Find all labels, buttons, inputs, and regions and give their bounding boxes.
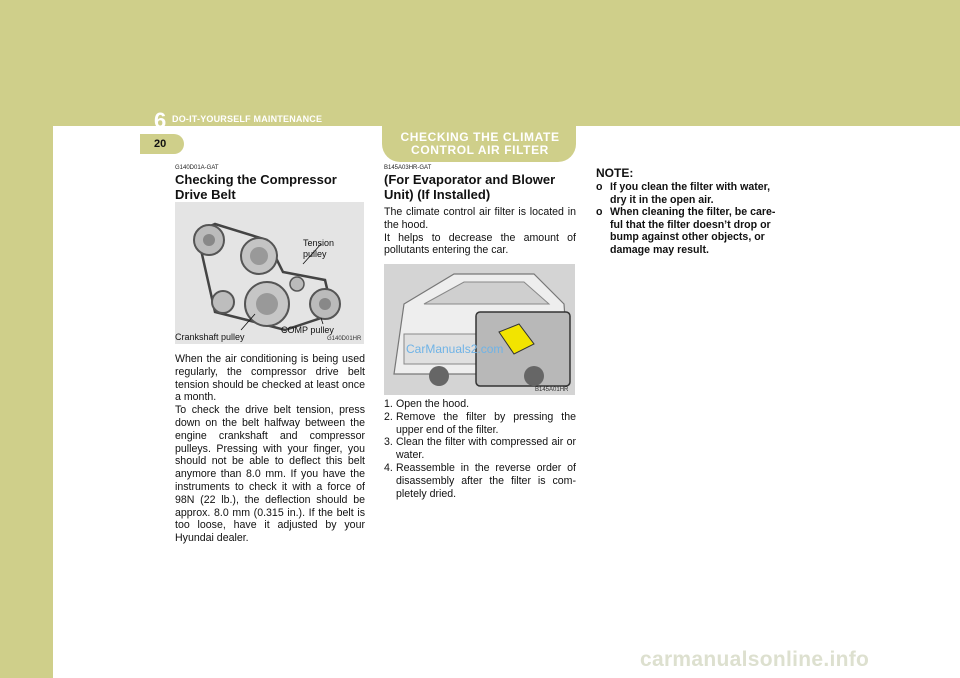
note-title: NOTE: [596, 166, 634, 180]
section-title: CHECKING THE CLIMATE CONTROL AIR FILTER [400, 130, 560, 157]
chapter-number: 6 [154, 108, 167, 133]
compressor-belt-heading: Checking the Compressor Drive Belt [175, 172, 337, 202]
filter-steps [384, 398, 576, 500]
note-list [596, 181, 784, 257]
list-item: 4. Reassemble in the reverse order of disassembly after the filter is com-pletely dried. [384, 461, 576, 500]
list-item: 3. Clean the filter with compressed air or water. [384, 436, 576, 462]
belt-illustration [175, 202, 364, 344]
belt-diagram [175, 202, 364, 344]
list-item: o If you clean the filter with water, dry it in the open air. [596, 181, 771, 206]
list-item: 2. Remove the filter by pressing the upper end of the filter. [384, 410, 576, 436]
photo-watermark: CarManuals2.com [406, 342, 504, 356]
figure-code: B145A01HR [535, 387, 569, 393]
section-code: G140D01A-GAT [175, 165, 219, 171]
page-number: 20 [154, 138, 167, 150]
tension-pulley-label: Tension pulley [303, 238, 335, 259]
paragraph: When the air conditioning is being used regularly, the compressor drive belt tension should be checked at least once a month. [175, 353, 365, 404]
compressor-belt-body [175, 353, 365, 545]
crankshaft-pulley-label: Crankshaft pulley [175, 332, 245, 342]
figure-code: G140D01HR [327, 336, 362, 342]
hood-illustration [384, 264, 575, 395]
paragraph: To check the drive belt tension, press down on the belt halfway between the engine crankshaft and compressor pulleys. Pressing with your finger, you should not be able to deflect this belt anymore than 8.0 mm. If you have the instruments to check it with a force of 98N (22 lb.), the deflection should be approx. 8.0 mm (0.315 in.). If the belt is too loose, have it adjusted by your Hyundai dealer. [175, 404, 365, 545]
list-item: 1. Open the hood. [384, 398, 470, 410]
paragraph: The climate control air filter is located in the hood. [384, 206, 576, 231]
paragraph: It helps to decrease the amount of pollutants entering the car. [384, 231, 576, 257]
list-item: o When cleaning the filter, be care-ful that the filter doesn’t drop or bump against other objects, or damage may result. [596, 206, 776, 256]
comp-pulley-label: COMP pulley [281, 325, 334, 335]
header-band-inner [53, 37, 960, 126]
filter-heading: (For Evaporator and Blower Unit) (If Installed) [384, 172, 556, 202]
filter-body [384, 206, 576, 257]
footer-watermark: carmanualsonline.info [640, 648, 870, 671]
section-code: B145A03HR-GAT [384, 165, 432, 171]
chapter-title: DO-IT-YOURSELF MAINTENANCE [172, 114, 323, 124]
hood-filter-photo [384, 264, 575, 395]
